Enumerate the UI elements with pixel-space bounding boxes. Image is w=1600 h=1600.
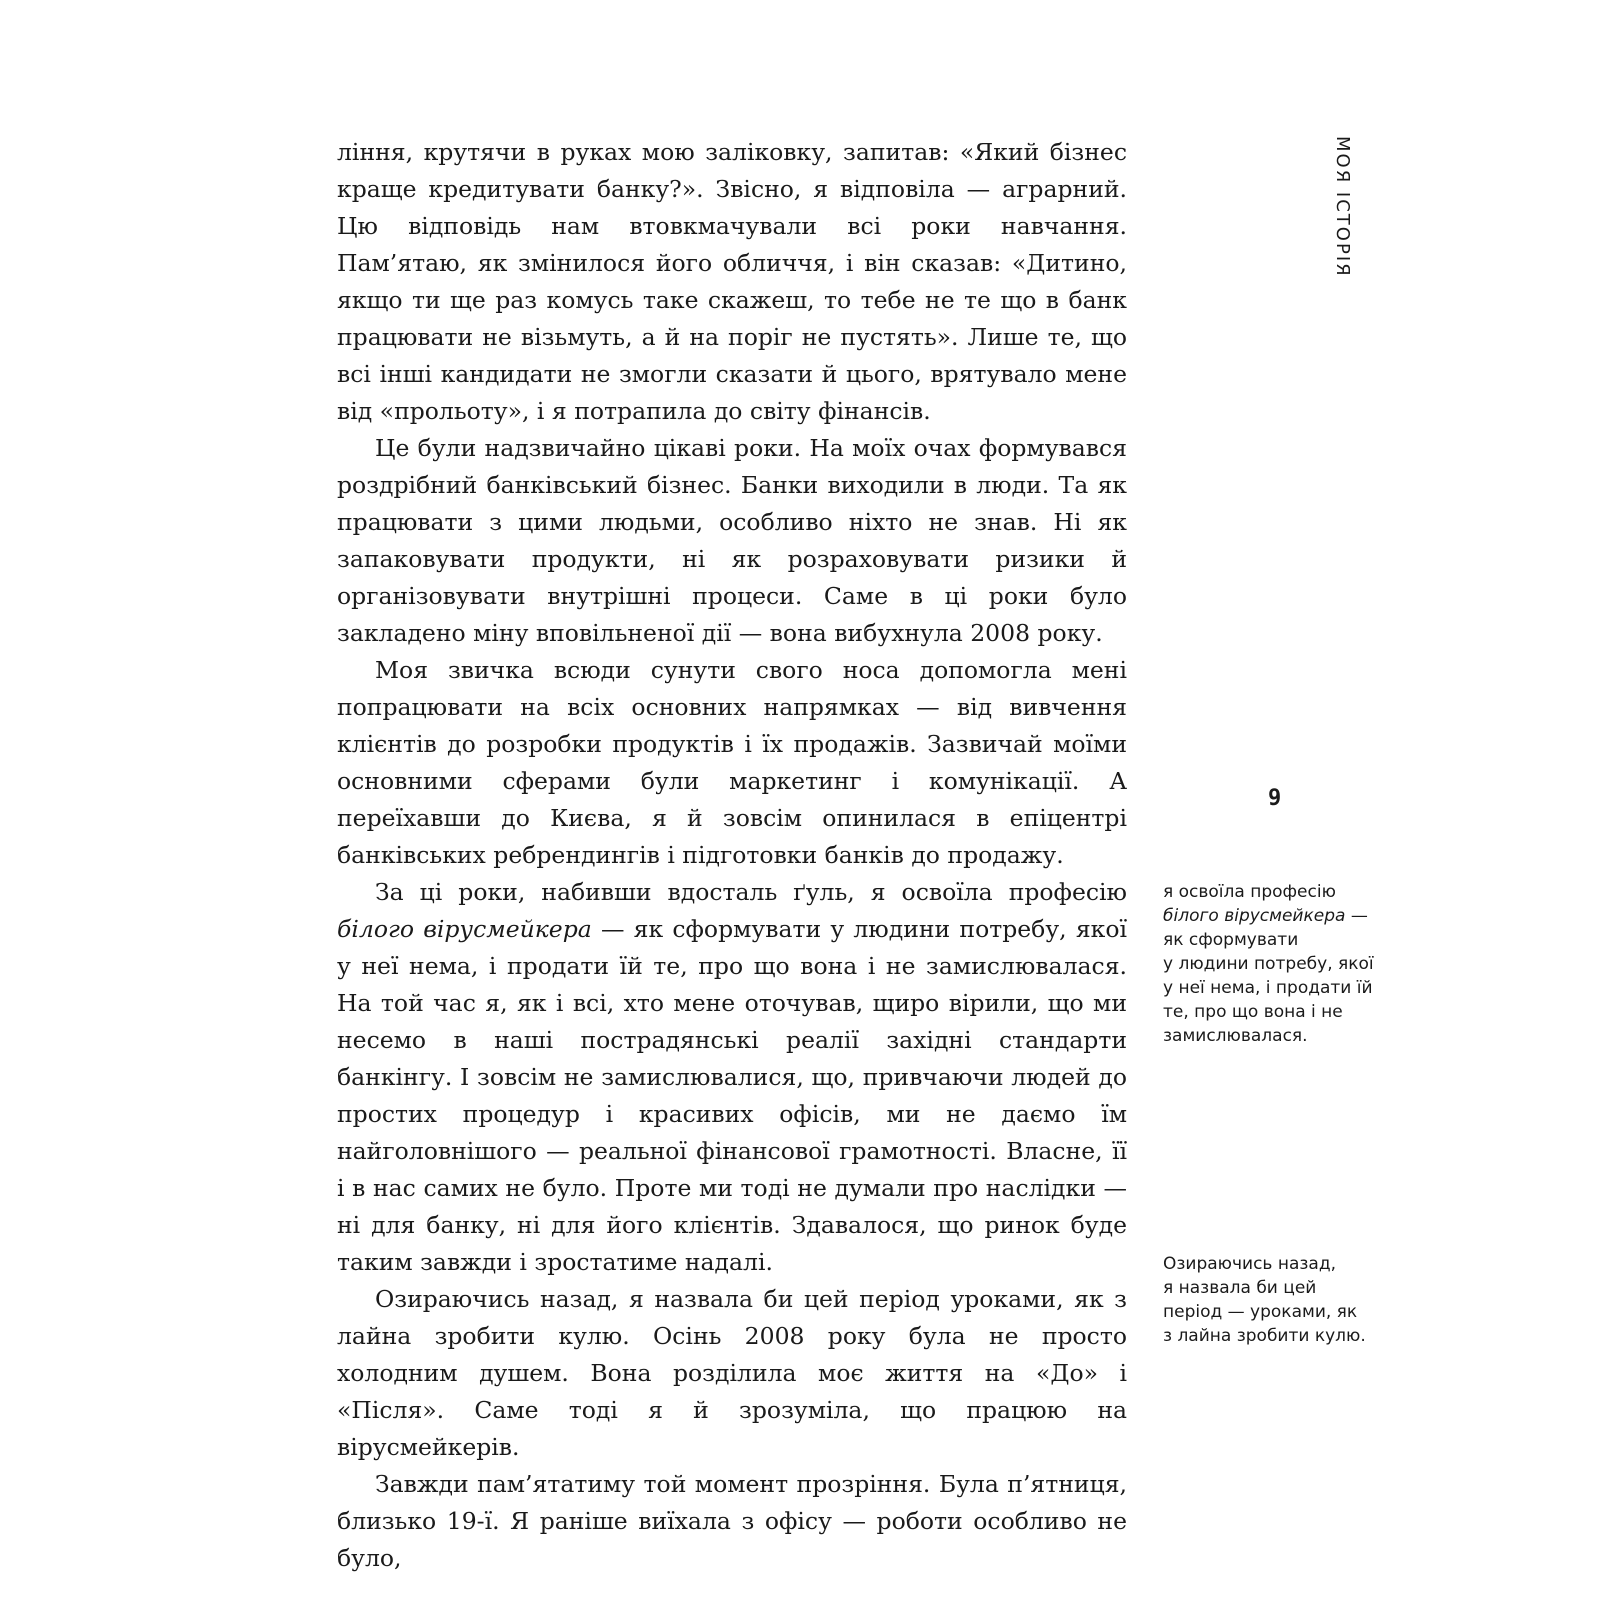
text-run: Озираючись назад, я назвала би цей період уроками, як з лайна зробити кулю. Осінь 2008 року була не просто холодним душем. Вона розділила моє життя на «До» і «Після». Саме тоді я й зрозуміла, що працюю на вірусмейкерів.	[337, 1285, 1127, 1461]
text-run: я освоїла професію	[1163, 882, 1336, 902]
paragraph	[337, 874, 1127, 1281]
main-text	[337, 134, 1127, 1577]
page-number: 9	[1268, 786, 1282, 811]
paragraph	[337, 652, 1127, 874]
sidenote-line	[1163, 976, 1393, 1000]
running-head: МОЯ ІСТОРІЯ	[1332, 136, 1353, 278]
text-run: Це були надзвичайно цікаві роки. На моїх очах формувався роздрібний банківський бізнес. Банки виходили в люди. Та як працювати з цими людьми, особливо ніхто не знав. Ні як запаковувати продукти, ні як розраховувати ризики й організовувати внутрішні процеси. Саме в ці роки було закладено міну вповільненої дії — вона вибухнула 2008 року.	[337, 434, 1127, 647]
sidenote-line	[1163, 1000, 1393, 1024]
text-run: період — уроками, як	[1163, 1302, 1358, 1322]
text-run: Моя звичка всюди сунути свого носа допомогла мені попрацювати на всіх основних напрямках — від вивчення клієнтів до розробки продуктів і їх продажів. Зазвичай моїми основними сферами були маркетинг і комунікації. А переїхавши до Києва, я й зовсім опинилася в епіцентрі банківських ребрендингів і підготовки банків до продажу.	[337, 656, 1127, 869]
sidenote-line	[1163, 1252, 1393, 1276]
text-run: Завжди пам’ятатиму той момент прозріння. Була п’ятниця, близько 19-ї. Я раніше виїхала з офісу — роботи особливо не було,	[337, 1470, 1127, 1572]
text-run: у людини потребу, якої	[1163, 954, 1374, 974]
text-run: як сформувати	[1163, 930, 1299, 950]
paragraph	[337, 1281, 1127, 1466]
sidenote-line	[1163, 952, 1393, 976]
sidenote	[1163, 880, 1393, 1048]
sidenote-line	[1163, 1300, 1393, 1324]
sidenote-line	[1163, 904, 1393, 928]
text-run: Озираючись назад,	[1163, 1254, 1336, 1274]
sidenote-line	[1163, 1024, 1393, 1048]
emphasis-text: білого вірусмейкера	[337, 915, 592, 943]
paragraph	[337, 1466, 1127, 1577]
sidenote-line	[1163, 1276, 1393, 1300]
sidenote-line	[1163, 880, 1393, 904]
text-run: За ці роки, набивши вдосталь ґуль, я освоїла професію	[375, 878, 1127, 906]
text-run: з лайна зробити кулю.	[1163, 1326, 1366, 1346]
text-run: те, про що вона і не	[1163, 1002, 1343, 1022]
text-run: у неї нема, і продати їй	[1163, 978, 1373, 998]
emphasis-text: білого вірусмейкера	[1163, 906, 1346, 926]
text-run: замислювалася.	[1163, 1026, 1308, 1046]
text-run: —	[1345, 906, 1368, 926]
paragraph	[337, 134, 1127, 430]
sidenote	[1163, 1252, 1393, 1348]
sidenote-line	[1163, 1324, 1393, 1348]
text-run: — як сформувати у людини потребу, якої у неї нема, і продати їй те, про що вона і не замислювалася. На той час я, як і всі, хто мене оточував, щиро вірили, що ми несемо в наші пострадянські реалії західні стандарти банкінгу. І зовсім не замислювалися, що, привчаючи людей до простих процедур і красивих офісів, ми не даємо їм найголовнішого — реальної фінансової грамотності. Власне, її і в нас самих не було. Проте ми тоді не думали про наслідки — ні для банку, ні для його клієнтів. Здавалося, що ринок буде таким завжди і зростатиме надалі.	[337, 915, 1127, 1276]
text-run: ління, крутячи в руках мою заліковку, запитав: «Який бізнес краще кредитувати банку?». Звісно, я відповіла — аграрний. Цю відповідь нам втовкмачували всі роки навчання. Пам’ятаю, як змінилося його обличчя, і він сказав: «Дитино, якщо ти ще раз комусь таке скажеш, то тебе не те що в банк працювати не візьмуть, а й на поріг не пустять». Лише те, що всі інші кандидати не змогли сказати й цього, врятувало мене від «прольоту», і я потрапила до світу фінансів.	[337, 138, 1127, 425]
paragraph	[337, 430, 1127, 652]
sidenote-line	[1163, 928, 1393, 952]
text-run: я назвала би цей	[1163, 1278, 1317, 1298]
